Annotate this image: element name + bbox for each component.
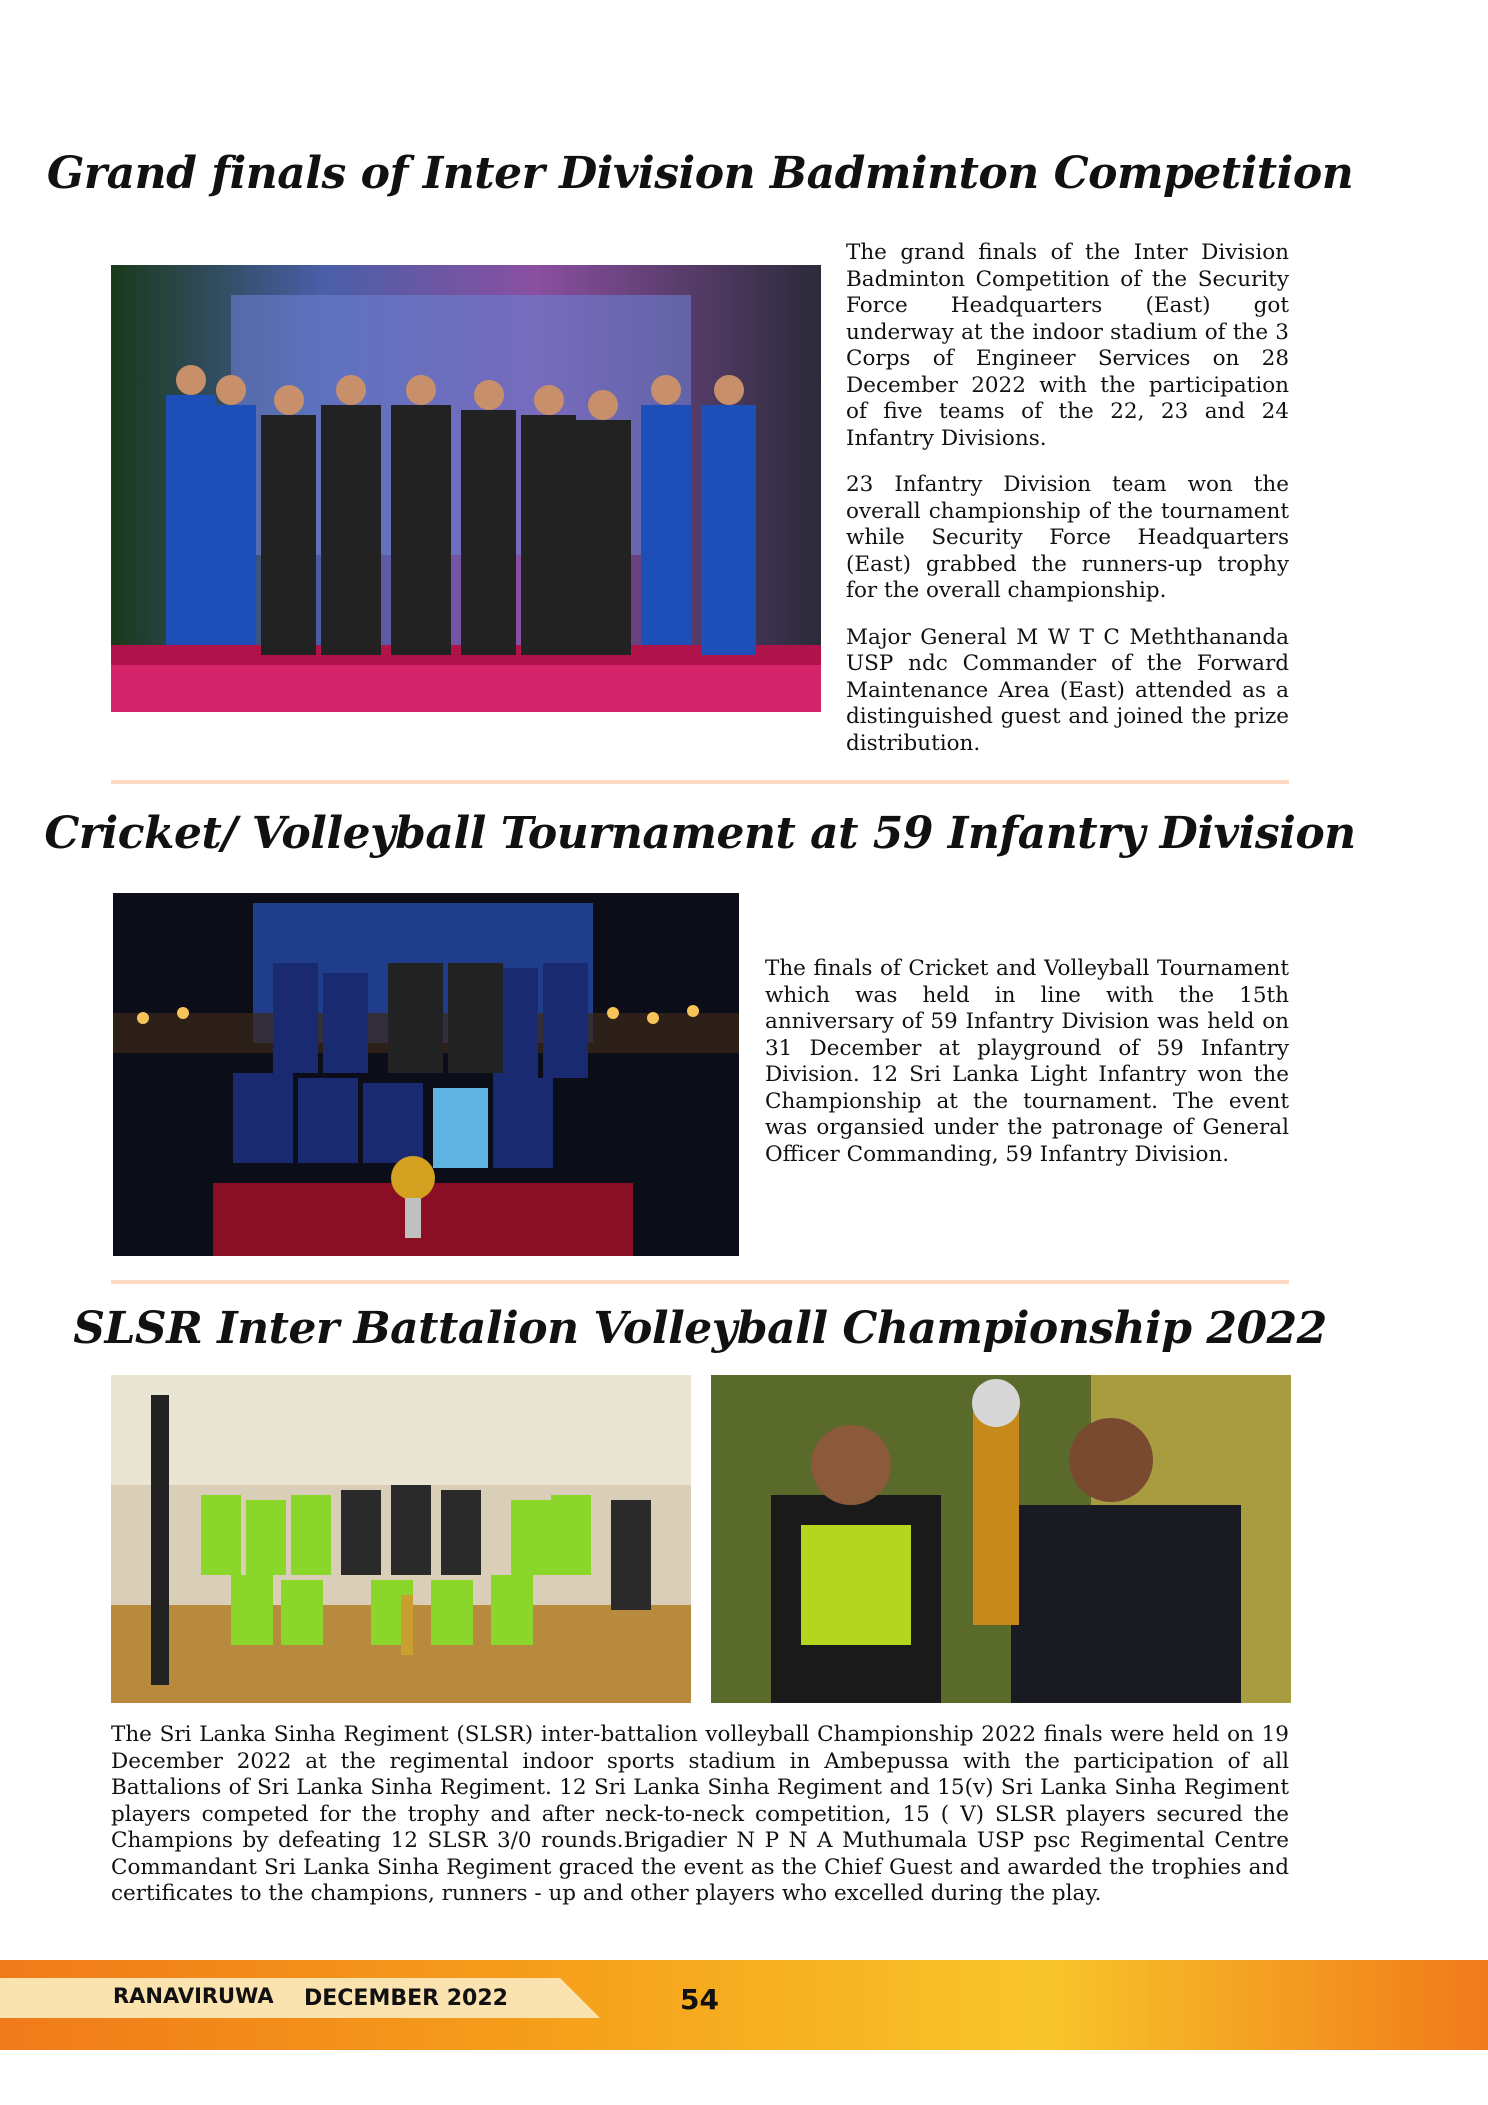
- slsr-article-text: [111, 1722, 1289, 1928]
- paragraph: The Sri Lanka Sinha Regiment (SLSR) inter-battalion volleyball Championship 2022 finals were held on 19 December 2022 at the regimental indoor sports stadium in Ambepussa with the participation of all Battalions of Sri Lanka Sinha Regiment. 12 Sri Lanka Sinha Regiment and 15(v) Sri Lanka Sinha Regiment players competed for the trophy and after neck-to-neck competition, 15 ( V) SLSR players secured the Champions by defeating 12 SLSR 3/0 rounds.Brigadier N P N A Muthumala USP psc Regimental Centre Commandant Sri Lanka Sinha Regiment graced the event as the Chief Guest and awarded the trophies and certificates to the champions, runners - up and other players who excelled during the play.: [111, 1722, 1289, 1906]
- footer-tab: [0, 1978, 600, 2018]
- footer-magazine-name: RANAVIRUWA: [113, 1984, 274, 2008]
- slsr-trophy-presentation-photo: [711, 1375, 1291, 1703]
- paragraph: The grand finals of the Inter Division Badminton Competition of the Security Force Headquarters (East) got underway at the indoor stadium of the 3 Corps of Engineer Services on 28 December 2022 with the participation of five teams of the 22, 23 and 24 Infantry Divisions.: [846, 240, 1289, 451]
- paragraph: The finals of Cricket and Volleyball Tournament which was held in line with the 15th anniversary of 59 Infantry Division was held on 31 December at playground of 59 Infantry Division. 12 Sri Lanka Light Infantry won the Championship at the tournament. The event was organsied under the patronage of General Officer Commanding, 59 Infantry Division.: [765, 956, 1289, 1167]
- section-divider: [111, 1280, 1289, 1284]
- paragraph: Major General M W T C Meththananda USP ndc Commander of the Forward Maintenance Area (East) attended as a distinguished guest and joined the prize distribution.: [846, 624, 1289, 756]
- section-divider: [111, 780, 1289, 784]
- cricket-volleyball-team-photo: [113, 893, 739, 1256]
- slsr-team-group-photo: [111, 1375, 691, 1703]
- section-title-cricket-volleyball: Cricket/ Volleyball Tournament at 59 Infantry Division: [44, 808, 1356, 859]
- section-title-slsr-volleyball: SLSR Inter Battalion Volleyball Championship 2022: [73, 1303, 1327, 1354]
- cricket-volleyball-article-text: [765, 956, 1289, 1188]
- section-title-badminton: Grand finals of Inter Division Badminton Competition: [46, 148, 1354, 199]
- footer-issue-date: DECEMBER 2022: [304, 1986, 508, 2011]
- badminton-article-text: [846, 240, 1289, 777]
- footer-page-number: 54: [680, 1983, 719, 2016]
- badminton-prize-photo: [111, 265, 821, 712]
- paragraph: 23 Infantry Division team won the overall championship of the tournament while Security Force Headquarters (East) grabbed the runners-up trophy for the overall championship.: [846, 472, 1289, 603]
